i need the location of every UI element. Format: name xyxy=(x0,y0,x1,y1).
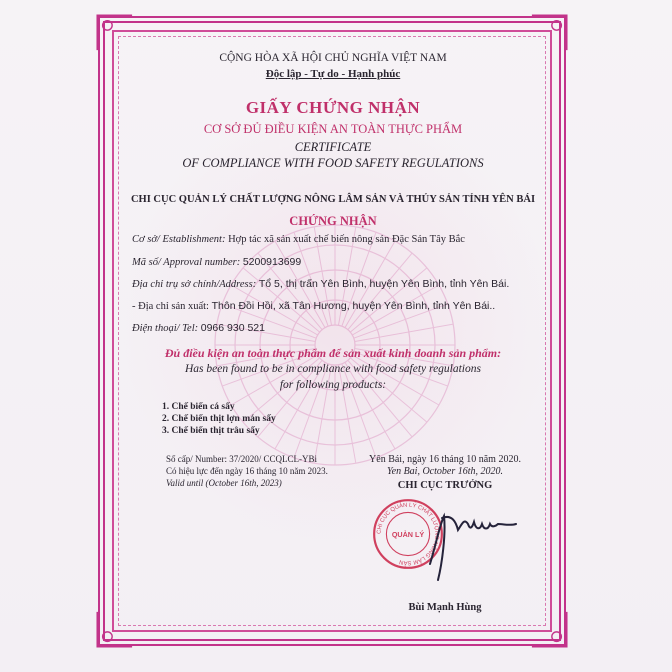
certificate-title: GIẤY CHỨNG NHẬN xyxy=(245,98,421,117)
approval-row xyxy=(132,256,301,268)
issue-number: Số cấp/ Number: 37/2020/ CCQLCL-YBi xyxy=(166,454,317,464)
address-row xyxy=(132,278,509,290)
establishment-value: Hợp tác xã sản xuất chế biến nông sản Đặc Sản Tây Bắc xyxy=(228,234,465,245)
phone-row xyxy=(132,322,265,334)
corner-ornament-top-right xyxy=(530,14,568,52)
establishment-row xyxy=(132,234,465,245)
establishment-label: Cơ sở/ Establishment: xyxy=(132,234,226,245)
issue-date-en: Yen Bai, October 16th, 2020. xyxy=(386,466,503,477)
phone-value: 0966 930 521 xyxy=(200,322,265,334)
production-address-row xyxy=(132,300,495,312)
stamp-center-text: QUẢN LÝ xyxy=(391,529,425,539)
motto xyxy=(120,68,546,80)
compliance-statement-vi: Đủ điều kiện an toàn thực phẩm để sản xuất kinh doanh sản phẩm: xyxy=(164,346,502,360)
compliance-statement-en-2: for following products: xyxy=(279,379,387,391)
corner-ornament-bottom-left xyxy=(96,610,134,648)
corner-ornament-bottom-right xyxy=(530,610,568,648)
production-address-value: Thôn Đồi Hồi, xã Tân Hương, huyện Yên Bình, tỉnh Yên Bái.. xyxy=(211,300,496,312)
certify-heading: CHỨNG NHẬN xyxy=(289,214,377,228)
phone-label: Điện thoại/ Tel: xyxy=(132,323,199,334)
certificate-subtitle-en: OF COMPLIANCE WITH FOOD SAFETY REGULATIONS xyxy=(182,156,484,170)
country-heading: CỘNG HÒA XÃ HỘI CHỦ NGHĨA VIỆT NAM xyxy=(219,52,447,64)
approval-value: 5200913699 xyxy=(242,256,302,268)
signer-name: Bùi Mạnh Hùng xyxy=(408,602,482,613)
validity-vi: Có hiệu lực đến ngày 16 tháng 10 năm 2023. xyxy=(166,466,328,476)
issue-date-vi: Yên Bái, ngày 16 tháng 10 năm 2020. xyxy=(369,454,521,465)
issuing-agency: CHI CỤC QUẢN LÝ CHẤT LƯỢNG NÔNG LÂM SẢN VÀ THỦY SẢN TỈNH YÊN BÁI xyxy=(130,194,536,205)
production-address-label: - Địa chỉ sản xuất: xyxy=(132,301,209,312)
stamp-ring-text: CHI CỤC QUẢN LÝ CHẤT LƯỢNG NÔNG LÂM SẢN xyxy=(376,502,440,566)
approval-label: Mã số/ Approval number: xyxy=(132,257,241,268)
product-item: 2. Chế biến thịt lợn mán sấy xyxy=(162,414,276,424)
certificate-title-en: CERTIFICATE xyxy=(294,140,372,154)
product-item: 3. Chế biến thịt trâu sấy xyxy=(162,426,260,436)
corner-ornament-top-left xyxy=(96,14,134,52)
product-item: 1. Chế biến cá sấy xyxy=(162,402,235,412)
address-value: Tổ 5, thị trấn Yên Bình, huyện Yên Bình, tỉnh Yên Bái. xyxy=(258,278,510,290)
validity-en: Valid until (October 16th, 2023) xyxy=(166,478,282,488)
handwritten-signature xyxy=(412,494,532,582)
signer-title: CHI CỤC TRƯỞNG xyxy=(397,480,493,491)
compliance-statement-en-1: Has been found to be in compliance with food safety regulations xyxy=(185,363,481,375)
motto-text: Độc lập - Tự do - Hạnh phúc xyxy=(265,68,401,80)
address-label: Địa chỉ trụ sở chính/Address: xyxy=(132,279,257,290)
certificate-subtitle-vi: CƠ SỞ ĐỦ ĐIỀU KIỆN AN TOÀN THỰC PHẨM xyxy=(203,122,463,136)
